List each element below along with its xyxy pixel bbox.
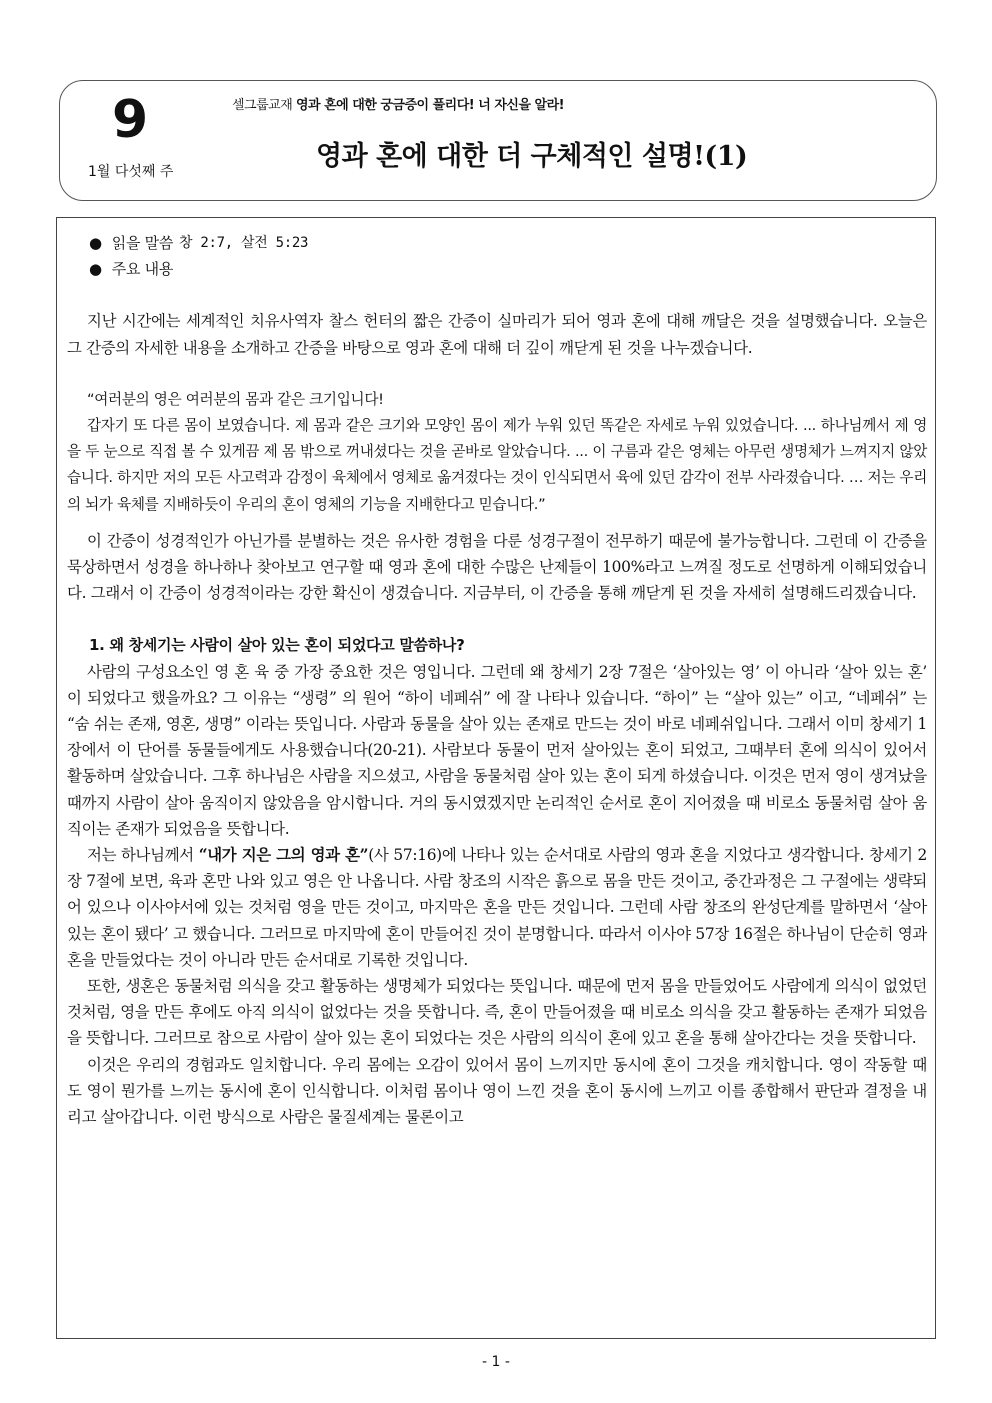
bullet-dot-icon: ● [89,234,102,252]
series-prefix: 셀그룹교재 [232,98,293,113]
series-line [232,96,564,116]
p2-pre: 저는 하나님께서 [87,846,199,865]
quote-body: 갑자기 또 다른 몸이 보였습니다. 제 몸과 같은 크기와 모양인 몸이 제가 누워 있던 똑같은 자세로 누워 있었습니다. ... 하나님께서 제 영을 두 눈으로 직접 볼 수 있게끔 제 몸 밖으로 꺼내셨다는 것을 곧바로 알았습니다. ... 이 구름과 같은 영체는 아무런 생명체가 느껴지지 않았습니다. 하지만 저의 모든 사고력과 감정이 육체에서 영체로 옮겨졌다는 것이 인식되면서 육에 있던 감각이 전부 사라졌습니다. … 저는 우리의 뇌가 육체를 지배하듯이 우리의 혼이 영체의 기능을 지배한다고 믿습니다.” [67,417,927,513]
intro-paragraph: 지난 시간에는 세계적인 치유사역자 찰스 헌터의 짧은 간증이 실마리가 되어 영과 혼에 대해 깨달은 것을 설명했습니다. 오늘은 그 간증의 자세한 내용을 소개하고 간증을 바탕으로 영과 혼에 대해 더 깊이 깨닫게 된 것을 나누겠습니다. [67,312,927,357]
section-heading: 1. 왜 창세기는 사람이 살아 있는 혼이 되었다고 말씀하나? [89,636,465,655]
quote-first-line: “여러분의 영은 여러분의 몸과 같은 크기입니다! [87,390,384,408]
section-paragraph-1: 사람의 구성요소인 영 혼 육 중 가장 중요한 것은 영입니다. 그런데 왜 창세기 2장 7절은 ‘살아있는 영’ 이 아니라 ‘살아 있는 혼’ 이 되었다고 했을까요? 그 이유는 “생령” 의 원어 “하이 네페쉬” 에 잘 나타나 있습니다. “하이” 는 “살아 있는” 이고, “네페쉬” 는 “숨 쉬는 존재, 영혼, 생명” 이라는 뜻입니다. 사람과 동물을 살아 있는 존재로 만드는 것이 바로 네페쉬입니다. 그래서 이미 창세기 1장에서 이 단어를 동물들에게도 사용했습니다(20-21). 사람보다 동물이 먼저 살아있는 혼이 되었고, 그때부터 혼에 의식이 있어서 활동하며 살았습니다. 그후 하나님은 사람을 지으셨고, 사람을 동물처럼 살아 있는 혼이 되게 하셨습니다. 이것은 먼저 영이 생겨났을 때까지 사람이 살아 움직이지 않았음을 암시합니다. 거의 동시였겠지만 논리적인 순서로 혼이 지어졌을 때 비로소 동물처럼 살아 움직이는 존재가 되었음을 뜻합니다. [67,662,927,838]
bullet-dot-icon: ● [89,260,102,279]
section-paragraph-3: 또한, 생혼은 동물처럼 의식을 갖고 활동하는 생명체가 되었다는 뜻입니다. 때문에 먼저 몸을 만들었어도 사람에게 의식이 없었던 것처럼, 영을 만든 후에도 아직 의식이 없었다는 것을 뜻합니다. 즉, 혼이 만들어졌을 때 비로소 의식을 갖고 활동하는 존재가 되었음을 뜻합니다. 그러므로 참으로 사람이 살아 있는 혼이 되었다는 것은 사람의 의식이 혼에 있고 혼을 통해 살아간다는 것을 뜻합니다. [67,977,927,1048]
page-title: 영과 혼에 대한 더 구체적인 설명!(1) [316,141,748,172]
main-label: 주요 내용 [111,260,174,279]
series-title: 영과 혼에 대한 궁금증이 풀리다! 너 자신을 알라! [295,98,565,113]
page-number: - 1 - [482,1354,510,1370]
reading-bullet [67,230,927,256]
main-bullet [67,256,927,282]
section-paragraph-2 [67,842,927,973]
p2-post: (사 57:16)에 나타나 있는 순서대로 사람의 영과 혼을 지었다고 생각합니다. 창세기 2장 7절에 보면, 육과 혼만 나와 있고 영은 안 나옵니다. 사람 창조의 시작은 흙으로 몸을 만든 것이고, 중간과정은 그 구절에는 생략되어 있으나 이사야서에 있는 것처럼 영을 만든 것이고, 마지막은 혼을 만든 것입니다. 그런데 사람 창조의 완성단계를 말하면서 ‘살아 있는 혼이 됐다’ 고 했습니다. 그러므로 마지막에 혼이 만들어진 것이 분명합니다. 따라서 이사야 57장 16절은 하나님이 단순히 영과 혼을 만들었다는 것이 아니라 만든 순서대로 기록한 것입니다. [67,846,927,969]
lesson-number: 9 [112,90,149,150]
paragraph-after-quote: 이 간증이 성경적인가 아닌가를 분별하는 것은 유사한 경험을 다룬 성경구절이 전무하기 때문에 불가능합니다. 그런데 이 간증을 묵상하면서 성경을 하나하나 찾아보고 연구할 때 영과 혼에 대한 수많은 난제들이 100%라고 느껴질 정도로 선명하게 이해되었습니다. 그래서 이 간증이 성경적이라는 강한 확신이 생겼습니다. 지금부터, 이 간증을 통해 깨닫게 된 것을 자세히 설명해드리겠습니다. [67,531,927,603]
reading-ref: 창 2:7, 살전 5:23 [179,235,309,251]
reading-label: 읽을 말씀 [111,234,174,252]
week-label: 1월 다섯째 주 [88,164,174,180]
content-body [67,230,927,1130]
p2-quote: “내가 지은 그의 영과 혼” [198,846,369,865]
section-paragraph-4: 이것은 우리의 경험과도 일치합니다. 우리 몸에는 오감이 있어서 몸이 느끼지만 동시에 혼이 그것을 캐치합니다. 영이 작동할 때도 영이 뭔가를 느끼는 동시에 혼이 인식합니다. 이처럼 몸이나 영이 느낀 것을 혼이 동시에 느끼고 이를 종합해서 판단과 결정을 내리고 살아갑니다. 이런 방식으로 사람은 물질세계는 물론이고 [67,1055,927,1127]
content-box [56,217,936,1339]
